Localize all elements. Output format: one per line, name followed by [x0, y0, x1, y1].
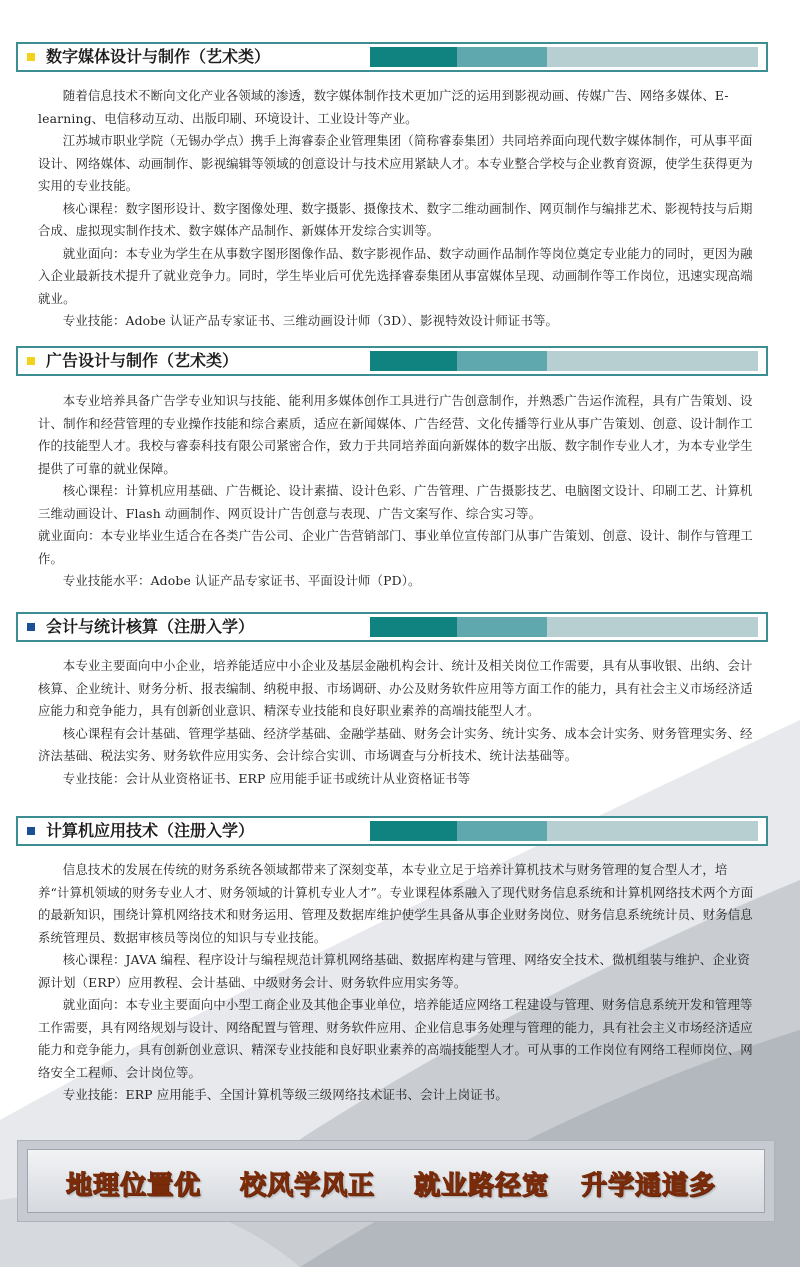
paragraph: 就业面向：本专业毕业生适合在各类广告公司、企业广告营销部门、事业单位宣传部门从事广告策划、创意、设计、制作与管理工作。: [38, 528, 753, 566]
paragraph: 随着信息技术不断向文化产业各领域的渗透，数字媒体制作技术更加广泛的运用到影视动画、传媒广告、网络多媒体、E-learning、电信移动互动、出版印刷、环境设计、工业设计等产业。: [38, 88, 729, 126]
paragraph: 专业技能：Adobe 认证产品专家证书、三维动画设计师（3D）、影视特效设计师证书等。: [62, 313, 559, 328]
slogan-further-study: 升学通道多: [581, 1171, 717, 1201]
slogan-banner: [17, 1140, 775, 1222]
section-body-digital-media: [38, 85, 754, 333]
paragraph: 就业面向：本专业为学生在从事数字图形图像作品、数字影视作品、数字动画作品制作等岗位奠定专业能力的同时，更因为融入企业最新技术提升了就业竞争力。同时，学生毕业后可优先选择睿泰集团从事富媒体呈现、动画制作等工作岗位，迅速实现高端就业。: [38, 245, 753, 306]
paragraph: 本专业培养具备广告学专业知识与技能、能利用多媒体创作工具进行广告创意制作，并熟悉广告运作流程，具有广告策划、设计、制作和经营管理的专业操作技能和综合素质，适应在新闻媒体、广告经营、文化传播等行业从事广告策划、创意、设计制作工作的技能型人才。我校与睿泰科技有限公司紧密合作，致力于共同培养面向新媒体的数字出版、数字制作专业人才，为本专业学生提供了可靠的就业保障。: [38, 393, 753, 476]
slogan-school-spirit: 校风学风正: [240, 1171, 376, 1201]
section-header-accounting: [16, 612, 768, 642]
section-body-computer: [38, 859, 754, 1107]
paragraph: 专业技能水平：Adobe 认证产品专家证书、平面设计师（PD）。: [62, 573, 421, 588]
paragraph: 核心课程有会计基础、管理学基础、经济学基础、金融学基础、财务会计实务、统计实务、成本会计实务、财务管理实务、经济法基础、税法实务、财务软件应用实务、会计综合实训、市场调查与分析技术、统计法基础等。: [38, 725, 753, 763]
paragraph: 专业技能：会计从业资格证书、ERP 应用能手证书或统计从业资格证书等: [62, 770, 471, 786]
section-body-accounting: [38, 655, 754, 790]
yellow-square-icon: [27, 357, 35, 365]
section-title: 会计与统计核算（注册入学）: [46, 617, 255, 636]
section-title: 数字媒体设计与制作（艺术类）: [46, 47, 271, 66]
paragraph: 信息技术的发展在传统的财务系统各领域都带来了深刻变革，本专业立足于培养计算机技术与财务管理的复合型人才，培养“计算机领域的财务专业人才、财务领域的计算机专业人才”。专业课程体系融入了现代财务信息系统和计算机网络技术两个方面的最新知识，围绕计算机网络技术和财务运用、管理及数据库维护使学生具备从事企业财务岗位、财务信息系统统计员、财务信息系统管理员、数据审核员等岗位的知识与专业技能。: [38, 862, 754, 945]
section-header-advertising: [16, 346, 768, 376]
blue-square-icon: [27, 827, 35, 835]
section-title: 计算机应用技术（注册入学）: [46, 821, 255, 840]
section-title: 广告设计与制作（艺术类）: [46, 351, 239, 370]
header-color-bars: [370, 617, 758, 637]
slogan-employment: 就业路径宽: [414, 1171, 550, 1201]
paragraph: 江苏城市职业学院（无锡办学点）携手上海睿泰企业管理集团（简称睿泰集团）共同培养面向现代数字媒体制作，可从事平面设计、网络媒体、动画制作、影视编辑等领域的创意设计与技术应用紧缺人才。本专业整合学校与企业教育资源，使学生获得更为实用的专业技能。: [38, 133, 753, 193]
header-color-bars: [370, 351, 758, 371]
section-body-advertising: [38, 390, 754, 593]
section-header-digital-media: [16, 42, 768, 72]
paragraph: 就业面向：本专业主要面向中小型工商企业及其他企事业单位，培养能适应网络工程建设与管理、财务信息系统开发和管理等工作需要，具有网络规划与设计、网络配置与管理、财务软件应用、企业信息事务处理与管理的能力，具有社会主义市场经济适应能力和竞争能力，具有创新创业意识、精深专业技能和良好职业素养的高端技能型人才。可从事的工作岗位有网络工程师岗位、网络安全工程师、会计岗位等。: [38, 997, 753, 1080]
paragraph: 核心课程：JAVA 编程、程序设计与编程规范计算机网络基础、数据库构建与管理、网络安全技术、微机组装与维护、企业资源计划（ERP）应用教程、会计基础、中级财务会计、财务软件应用实务等。: [38, 952, 750, 990]
paragraph: 核心课程：数字图形设计、数字图像处理、数字摄影、摄像技术、数字二维动画制作、网页制作与编排艺术、影视特技与后期合成、虚拟现实制作技术、数字媒体产品制作、新媒体开发综合实训等。: [38, 200, 753, 238]
header-color-bars: [370, 821, 758, 841]
blue-square-icon: [27, 623, 35, 631]
paragraph: 核心课程：计算机应用基础、广告概论、设计素描、设计色彩、广告管理、广告摄影技艺、电脑图文设计、印刷工艺、计算机三维动画设计、Flash 动画制作、网页设计广告创意与表现、广告文案写作、综合实习等。: [38, 483, 753, 521]
paragraph: 专业技能：ERP 应用能手、全国计算机等级三级网络技术证书、会计上岗证书。: [62, 1087, 508, 1102]
section-header-computer: [16, 816, 768, 846]
slogan-location: 地理位置优: [66, 1171, 202, 1201]
paragraph: 本专业主要面向中小企业，培养能适应中小企业及基层金融机构会计、统计及相关岗位工作需要，具有从事收银、出纳、会计核算、企业统计、财务分析、报表编制、纳税申报、市场调研、办公及财务软件应用等方面工作的能力，具有社会主义市场经济适应能力和竞争能力，具有创新创业意识、精深专业技能和良好职业素养的高端技能型人才。: [38, 658, 753, 718]
yellow-square-icon: [27, 53, 35, 61]
header-color-bars: [370, 47, 758, 67]
slogan-banner-inner: [27, 1149, 765, 1213]
